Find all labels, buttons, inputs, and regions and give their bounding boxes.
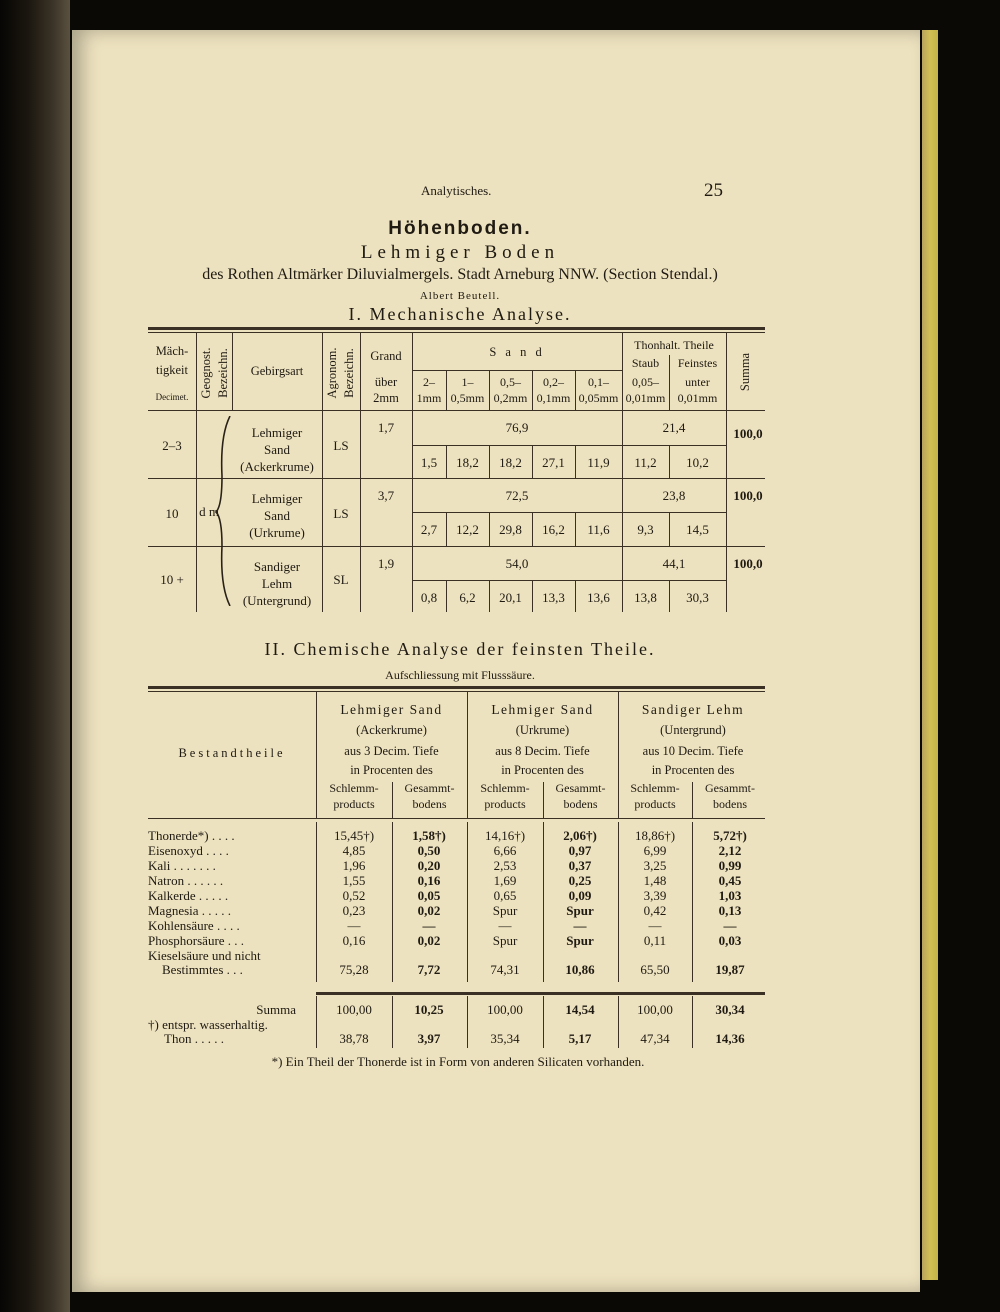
chem-cell: 5,72†) — [713, 828, 747, 843]
chem-summa-label: Summa — [256, 1002, 296, 1017]
hdr-grand-sub: über 2mm — [373, 375, 399, 405]
chem-cell: Spur — [566, 933, 594, 948]
chem-thon-cell: 38,78 — [339, 1031, 369, 1046]
chem-row-label: Phosphorsäure . . . — [148, 933, 245, 948]
chem-cell: 0,03 — [718, 933, 742, 948]
chem-cell: 0,05 — [417, 888, 441, 903]
mech-row-sand: 13,6 — [587, 590, 610, 605]
source-line: des Rothen Altmärker Diluvialmergels. Stadt Arneburg NNW. (Section Stendal.) — [202, 266, 718, 283]
hdr-sand-col: 2– 1mm — [416, 375, 442, 405]
mech-row-thon-total: 23,8 — [662, 488, 686, 503]
author: Albert Beutell. — [419, 290, 501, 302]
book-spine — [0, 0, 70, 1312]
chem-group-depth: aus 10 Decim. Tiefe — [642, 744, 744, 758]
chem-cell: 0,37 — [568, 858, 592, 873]
chem-cell: 0,11 — [643, 933, 667, 948]
hdr-sand-col: 0,1– 0,05mm — [578, 375, 619, 405]
chem-summa-cell: 10,25 — [414, 1002, 444, 1017]
mech-row-sand: 11,9 — [587, 455, 610, 470]
chem-cell: 15,45†) — [333, 828, 375, 843]
chem-thon-cell: 47,34 — [640, 1031, 670, 1046]
mech-row-thon-total: 21,4 — [662, 420, 686, 435]
mech-row-agronom: LS — [333, 438, 349, 453]
chem-group-unit: in Procenten des — [651, 763, 735, 777]
mech-row-sand: 18,2 — [499, 455, 522, 470]
chem-row-label: Kieselsäure und nicht — [148, 948, 261, 963]
chem-cell: 1,03 — [718, 888, 742, 903]
chem-cell: 4,85 — [342, 843, 366, 858]
mech-row-thon: 30,3 — [686, 590, 709, 605]
mech-row-grand: 3,7 — [377, 488, 395, 503]
chem-sub-b: Gesammt- bodens — [404, 781, 455, 811]
mech-row-gebirgsart: Lehmiger Sand (Ackerkrume) — [240, 425, 314, 474]
chem-thon-cell: 14,36 — [715, 1031, 745, 1046]
mech-row-thon: 9,3 — [637, 522, 654, 537]
mech-row-depth: 10 + — [160, 572, 184, 587]
chem-group-unit: in Procenten des — [501, 763, 584, 777]
mech-row-sand: 27,1 — [542, 455, 565, 470]
chem-cell: 0,16 — [342, 933, 366, 948]
section-heading-chem: II. Chemische Analyse der feinsten Theile. — [264, 639, 656, 659]
chem-sub-a: Schlemm- products — [630, 781, 680, 811]
hdr-summa: Summa — [738, 352, 752, 392]
hdr-sand: S a n d — [489, 345, 545, 359]
mech-row-sand-total: 54,0 — [505, 556, 529, 571]
chem-cell: 0,02 — [417, 933, 441, 948]
chem-cell: — — [723, 918, 737, 933]
chem-sub-a: Schlemm- products — [480, 781, 530, 811]
mech-row-grand: 1,9 — [377, 556, 395, 571]
hdr-fein-sub: unter 0,01mm — [677, 375, 718, 405]
chem-thon-label-2: Thon . . . . . — [164, 1031, 224, 1046]
chem-row-label: Kali . . . . . . . — [148, 858, 216, 873]
mech-row-summa: 100,0 — [733, 426, 763, 441]
chem-subheading: Aufschliessung mit Flusssäure. — [385, 668, 535, 682]
page-edge — [922, 30, 938, 1280]
mech-row-sand: 0,8 — [420, 590, 438, 605]
chem-cell: 1,58†) — [412, 828, 446, 843]
chem-cell: — — [573, 918, 587, 933]
chem-thon-cell: 5,17 — [568, 1031, 592, 1046]
chem-group-name: Lehmiger Sand — [491, 702, 594, 717]
chem-cell: — — [648, 918, 662, 933]
chem-cell: 0,09 — [568, 888, 592, 903]
hdr-staub-sub: 0,05– 0,01mm — [625, 375, 666, 405]
chem-cell: 3,39 — [643, 888, 667, 903]
chem-cell: 1,48 — [643, 873, 667, 888]
chem-cell: Spur — [566, 903, 594, 918]
mech-row-thon: 10,2 — [686, 455, 709, 470]
mech-row-depth: 2–3 — [162, 438, 182, 453]
footnote: *) Ein Theil der Thonerde ist in Form von anderen Silicaten vorhanden. — [271, 1054, 645, 1069]
mech-row-thon: 14,5 — [686, 522, 709, 537]
chem-thon-label-1: †) entspr. wasserhaltig. — [148, 1017, 268, 1032]
chem-group-unit: in Procenten des — [350, 763, 433, 777]
chem-summa-cell: 100,00 — [487, 1002, 523, 1017]
chem-cell: 6,66 — [493, 843, 517, 858]
mech-row-agronom: LS — [333, 506, 349, 521]
chem-thon-cell: 3,97 — [417, 1031, 441, 1046]
mech-row-sand: 6,2 — [459, 590, 476, 605]
chem-cell: — — [347, 918, 361, 933]
mech-row-thon: 11,2 — [634, 455, 657, 470]
hdr-agronom: Agronom. Bezeichn. — [325, 347, 356, 399]
hdr-sand-col: 0,2– 0,1mm — [536, 375, 571, 405]
page-subtitle: Lehmiger Boden — [360, 242, 560, 263]
chem-group-sub: (Ackerkrume) — [356, 723, 427, 737]
mech-row-sand: 12,2 — [456, 522, 479, 537]
chem-cell: 19,87 — [715, 962, 745, 977]
chem-cell: 0,42 — [643, 903, 667, 918]
mech-row-sand: 18,2 — [456, 455, 479, 470]
mech-row-sand: 2,7 — [420, 522, 438, 537]
chem-cell: 0,13 — [718, 903, 742, 918]
section-heading-mech: I. Mechanische Analyse. — [348, 304, 572, 324]
hdr-geognost: Geognost. Bezeichn. — [199, 347, 230, 399]
hdr-feinstes: Feinstes — [677, 356, 718, 370]
chem-sub-b: Gesammt- bodens — [555, 781, 606, 811]
chem-cell: 0,45 — [718, 873, 742, 888]
chem-col-label: Bestandtheile — [178, 746, 286, 760]
chem-thon-cell: 35,34 — [490, 1031, 520, 1046]
hdr-staub: Staub — [631, 356, 660, 370]
hdr-grand: Grand — [370, 349, 402, 363]
background-right — [938, 30, 1000, 1292]
mech-row-sand: 20,1 — [499, 590, 522, 605]
chem-cell: 18,86†) — [634, 828, 676, 843]
mech-row-summa: 100,0 — [733, 556, 763, 571]
chem-row-label: Natron . . . . . . — [148, 873, 224, 888]
hdr-sand-col: 1– 0,5mm — [450, 375, 485, 405]
mech-row-grand: 1,7 — [377, 420, 395, 435]
mech-row-depth: 10 — [165, 506, 179, 521]
hdr-maechtigkeit: Mäch- tigkeit — [155, 344, 189, 377]
chem-group-sub: (Untergrund) — [660, 723, 726, 737]
chem-row-label: Magnesia . . . . . — [148, 903, 232, 918]
chem-cell: 1,69 — [493, 873, 517, 888]
page-number: 25 — [704, 180, 723, 201]
chem-cell: 0,16 — [417, 873, 441, 888]
chem-row-label: Kalkerde . . . . . — [148, 888, 229, 903]
chem-row-label: Bestimmtes . . . — [162, 962, 243, 977]
chem-cell: — — [422, 918, 436, 933]
mech-row-gebirgsart: Lehmiger Sand (Urkrume) — [249, 491, 305, 540]
chem-cell: 0,52 — [342, 888, 366, 903]
chem-cell: Spur — [492, 903, 518, 918]
chem-cell: — — [498, 918, 512, 933]
chem-cell: Spur — [492, 933, 518, 948]
hdr-gebirgsart: Gebirgsart — [250, 364, 304, 378]
chem-cell: 6,99 — [643, 843, 667, 858]
chem-cell: 7,72 — [417, 962, 441, 977]
mech-row-sand: 29,8 — [499, 522, 522, 537]
mech-row-gebirgsart: Sandiger Lehm (Untergrund) — [242, 559, 312, 608]
mech-row-agronom: SL — [333, 572, 349, 587]
chem-cell: 2,06†) — [563, 828, 597, 843]
chem-summa-cell: 100,00 — [336, 1002, 372, 1017]
chem-sub-a: Schlemm- products — [329, 781, 379, 811]
chem-cell: 1,96 — [342, 858, 366, 873]
chem-cell: 3,25 — [643, 858, 667, 873]
chem-cell: 10,86 — [565, 962, 595, 977]
chem-cell: 65,50 — [640, 962, 670, 977]
geognost-brace — [214, 416, 234, 606]
mech-row-sand-total: 76,9 — [505, 420, 529, 435]
chem-group-sub: (Urkrume) — [515, 723, 570, 737]
page-title: Höhenboden. — [388, 218, 532, 239]
chem-cell: 0,02 — [417, 903, 441, 918]
mech-row-summa: 100,0 — [733, 488, 763, 503]
running-head: Analytisches. — [421, 183, 492, 198]
mech-row-thon: 13,8 — [634, 590, 657, 605]
chem-cell: 0,65 — [493, 888, 517, 903]
chem-cell: 1,55 — [342, 873, 366, 888]
mech-row-sand: 16,2 — [542, 522, 565, 537]
chem-row-label: Thonerde*) . . . . — [148, 828, 235, 843]
chem-cell: 75,28 — [339, 962, 369, 977]
mech-row-thon-total: 44,1 — [662, 556, 686, 571]
chem-cell: 0,99 — [718, 858, 742, 873]
hdr-thon: Thonhalt. Theile — [634, 338, 714, 352]
chem-summa-cell: 100,00 — [637, 1002, 673, 1017]
chem-cell: 0,23 — [342, 903, 366, 918]
chem-cell: 2,53 — [493, 858, 517, 873]
chem-cell: 0,25 — [568, 873, 592, 888]
chem-cell: 14,16†) — [484, 828, 526, 843]
chem-group-depth: aus 3 Decim. Tiefe — [344, 744, 439, 758]
chem-row-label: Eisenoxyd . . . . — [148, 843, 229, 858]
chem-group-name: Sandiger Lehm — [641, 702, 745, 717]
chem-group-depth: aus 8 Decim. Tiefe — [495, 744, 590, 758]
mech-row-sand: 1,5 — [420, 455, 438, 470]
mech-row-sand-total: 72,5 — [505, 488, 529, 503]
mech-row-sand: 13,3 — [542, 590, 565, 605]
chem-cell: 0,20 — [417, 858, 441, 873]
chem-group-name: Lehmiger Sand — [340, 702, 443, 717]
chem-cell: 2,12 — [718, 843, 742, 858]
hdr-decimet: Decimet. — [155, 392, 189, 402]
chem-summa-cell: 14,54 — [565, 1002, 595, 1017]
hdr-sand-col: 0,5– 0,2mm — [493, 375, 528, 405]
geognost-value: d m — [199, 504, 219, 519]
chem-row-label: Kohlensäure . . . . — [148, 918, 240, 933]
chem-cell: 74,31 — [490, 962, 520, 977]
chem-cell: 0,50 — [417, 843, 441, 858]
mech-row-sand: 11,6 — [587, 522, 610, 537]
chem-sub-b: Gesammt- bodens — [705, 781, 755, 811]
chem-summa-cell: 30,34 — [715, 1002, 745, 1017]
chem-cell: 0,97 — [568, 843, 592, 858]
